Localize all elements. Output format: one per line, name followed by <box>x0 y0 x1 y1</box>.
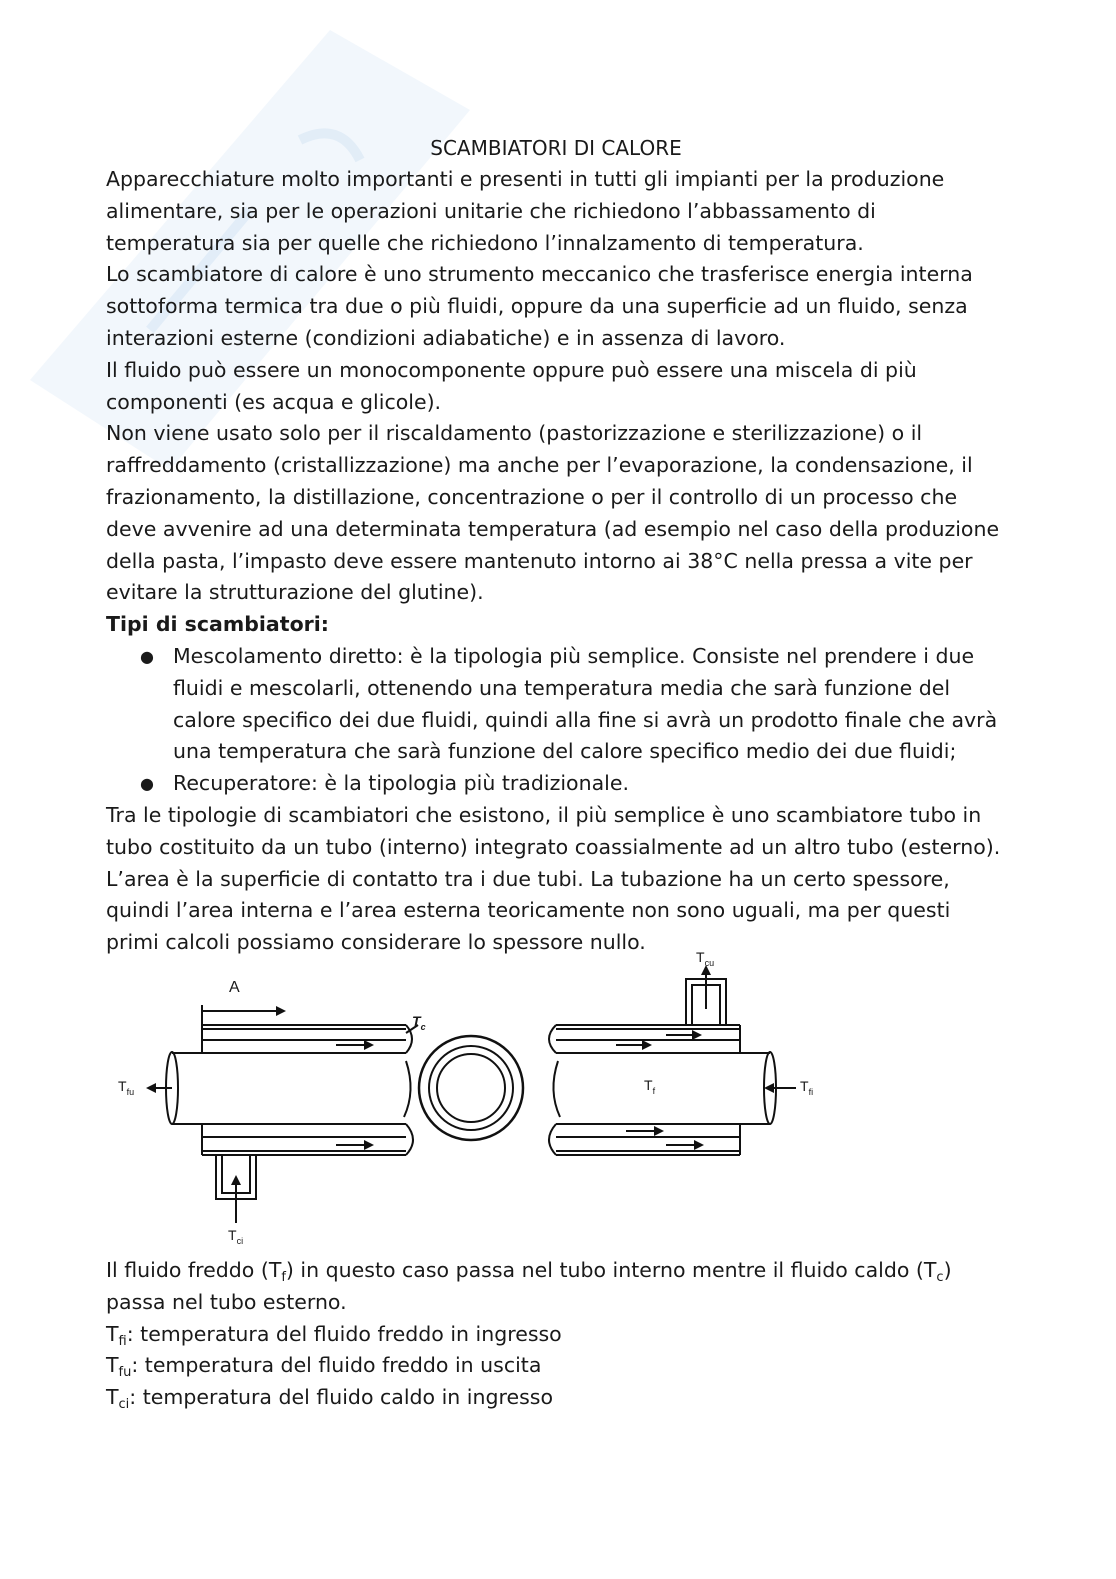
paragraph-uses: Non viene usato solo per il riscaldamento (pastorizzazione e sterilizzazione) o il raffreddamento (cristallizzazione) ma anche per l’evaporazione, la condensazione, il frazionamento, la distillazione, concentrazione o per il controllo di un processo che deve avvenire ad una determinata temperatura (ad esempio nel caso della produzione della pasta, l’impasto deve essere mantenuto intorno ai 38°C nella pressa a vite per evitare la strutturazione del glutine). <box>106 421 1000 605</box>
heat-exchanger-diagram <box>106 948 1006 1251</box>
paragraph-tube-in-tube: Tra le tipologie di scambiatori che esistono, il più semplice è uno scambiatore tubo in tubo costituito da un tubo (interno) integrato coassialmente ad un altro tubo (esterno). L’area è la superficie di contatto tra i due tubi. La tubazione ha un certo spessore, quindi l’area interna e l’area esterna teoricamente non sono uguali, ma per questi primi calcoli possiamo considerare lo spessore nullo. <box>106 802 1001 955</box>
paragraph-fluid: Il fluido può essere un monocomponente oppure può essere una miscela di più componenti (es acqua e glicole). <box>106 357 917 414</box>
document-page <box>106 132 1006 1414</box>
paragraph-intro: Apparecchiature molto importanti e presenti in tutti gli impianti per la produzione alimentare, sia per le operazioni unitarie che richiedono l’abbassamento di temperatura sia per quelle che richiedono l’innalzamento di temperatura. <box>106 167 945 255</box>
paragraph-fluids-cont: passa nel tubo esterno. <box>106 1289 347 1314</box>
label-tc: $T_c$ <box>412 1012 426 1032</box>
list-item-text: Recuperatore: è la tipologia più tradizionale. <box>173 771 629 796</box>
label-tci: $T_{ci}$ <box>228 1226 244 1246</box>
definition-tci: $T_{ci}$: temperatura del fluido caldo in ingresso <box>106 1385 554 1413</box>
label-tf: $T_f$ <box>644 1076 656 1096</box>
types-heading: Tipi di scambiatori: <box>106 612 329 637</box>
definition-tfi: $T_{fi}$: temperatura del fluido freddo in ingresso <box>106 1321 562 1349</box>
diagram-drawing <box>106 961 1006 1251</box>
list-item-text: Mescolamento diretto: è la tipologia più semplice. Consiste nel prendere i due fluidi e mescolarli, ottenendo una temperatura media che sarà funzione del calore specifico dei due fluidi, quindi alla fine si avrà un prodotto finale che avrà una temperatura che sarà funzione del calore specifico medio dei due fluidi; <box>173 643 998 764</box>
label-tfi: $T_{fi}$ <box>800 1077 814 1097</box>
bullet-icon: ● <box>140 774 154 794</box>
definitions <box>106 1255 1006 1414</box>
label-a: A <box>229 978 240 996</box>
list-item <box>106 641 1006 768</box>
paragraph-fluids: Il fluido freddo $(T_f)$ in questo caso passa nel tubo interno mentre il fluido caldo $(T_c)$ <box>106 1257 952 1285</box>
page-title: SCAMBIATORI DI CALORE <box>430 136 682 160</box>
bullet-icon: ● <box>140 646 154 666</box>
definition-tfu: $T_{fu}$: temperatura del fluido freddo in uscita <box>106 1353 542 1381</box>
label-tcu: $T_{cu}$ <box>696 948 715 968</box>
paragraph-definition: Lo scambiatore di calore è uno strumento meccanico che trasferisce energia interna sottoforma termica tra due o più fluidi, oppure da una superficie ad un fluido, senza interazioni esterne (condizioni adiabatiche) e in assenza di lavoro. <box>106 262 973 350</box>
label-tfu: $T_{fu}$ <box>118 1077 135 1097</box>
list-item <box>106 768 1006 800</box>
types-list <box>106 641 1006 800</box>
